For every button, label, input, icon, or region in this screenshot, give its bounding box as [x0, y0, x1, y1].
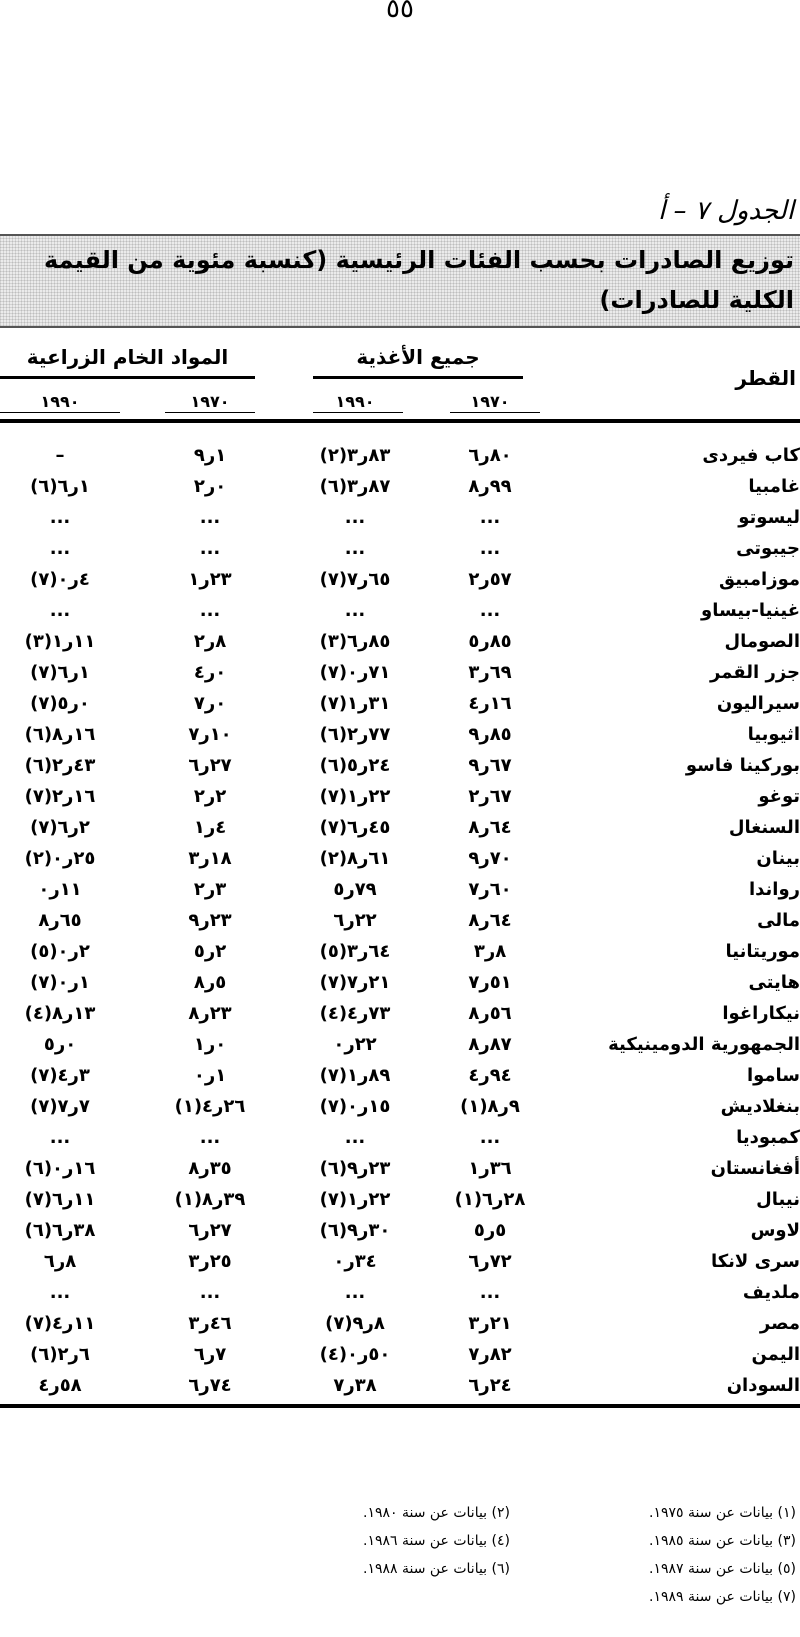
food-1970-cell: ٨٢ر٧	[468, 1344, 512, 1365]
table-row	[0, 626, 800, 657]
raw-1970-cell: ٢٦ر٤(١)	[174, 1096, 246, 1117]
table-row	[0, 1215, 800, 1246]
table-row	[0, 533, 800, 564]
raw-1970-cell: ١٨ر٣	[188, 848, 232, 869]
table-row	[0, 750, 800, 781]
table-row	[0, 657, 800, 688]
raw-1990-cell: ١ر٦(٦)	[30, 476, 90, 497]
food-1970-cell: ٦٩ر٣	[468, 662, 512, 683]
table-row	[0, 564, 800, 595]
table-row	[0, 1246, 800, 1277]
food-1970-cell: ٧٢ر٦	[468, 1251, 512, 1272]
footnotes	[0, 1505, 800, 1637]
food-1970-cell: ٩٩ر٨	[468, 476, 512, 497]
table-title: توزيع الصادرات بحسب الفئات الرئيسية (كنسبة مئوية من القيمة الكلية للصادرات)	[0, 234, 800, 328]
food-1990-cell: ٣٨ر٧	[333, 1375, 377, 1396]
country-cell: كاب فيردى	[702, 445, 800, 466]
food-1990-cell: ٢٢ر١(٧)	[319, 1189, 391, 1210]
food-1990-header: ١٩٩٠	[335, 392, 375, 411]
raw-1990-cell: ١١ر١(٣)	[24, 631, 96, 652]
food-1970-cell: ...	[479, 507, 501, 528]
food-1970-cell: ٦٤ر٨	[468, 817, 512, 838]
food-1990-cell: ...	[344, 507, 366, 528]
food-1970-cell: ٨٥ر٥	[468, 631, 512, 652]
table-row	[0, 471, 800, 502]
food-1970-cell: ٦٤ر٨	[468, 910, 512, 931]
food-1990-cell: ٦٤ر٣(٥)	[319, 941, 391, 962]
country-cell: السودان	[726, 1375, 800, 1396]
food-1970-cell: ٨٥ر٩	[468, 724, 512, 745]
table-row	[0, 719, 800, 750]
country-cell: اثيوبيا	[747, 724, 800, 745]
year-line	[0, 412, 120, 413]
raw-1990-cell: ...	[49, 1282, 71, 1303]
food-1970-cell: ٥٦ر٨	[468, 1003, 512, 1024]
raw-1970-cell: ٣٥ر٨	[188, 1158, 232, 1179]
food-1990-cell: ٦١ر٨(٢)	[319, 848, 391, 869]
country-cell: الصومال	[724, 631, 800, 652]
food-1990-cell: ٣٠ر٩(٦)	[319, 1220, 391, 1241]
country-cell: مصر	[759, 1313, 800, 1334]
footnote: (٣) بيانات عن سنة ١٩٨٥.	[649, 1533, 796, 1549]
raw-1970-header: ١٩٧٠	[190, 392, 230, 411]
raw-1990-cell: ٥٨ر٤	[38, 1375, 82, 1396]
country-cell: هايتى	[748, 972, 800, 993]
food-1970-cell: ٦٧ر٢	[468, 786, 512, 807]
food-1990-cell: ٨٣ر٣(٢)	[319, 445, 391, 466]
food-1970-cell: ٢٨ر٦(١)	[454, 1189, 526, 1210]
food-1970-cell: ٧٠ر٩	[468, 848, 512, 869]
raw-1990-cell: ...	[49, 507, 71, 528]
raw-group-line	[0, 376, 255, 379]
raw-1990-header: ١٩٩٠	[40, 392, 80, 411]
country-header: القطر	[735, 366, 796, 390]
raw-1970-cell: ٢٧ر٦	[188, 755, 232, 776]
food-1990-cell: ٨٧ر٣(٦)	[319, 476, 391, 497]
raw-1970-cell: ...	[199, 1282, 221, 1303]
food-1970-header: ١٩٧٠	[470, 392, 510, 411]
raw-1990-cell: ١٦ر٢(٧)	[24, 786, 96, 807]
country-cell: نيكاراغوا	[722, 1003, 800, 1024]
raw-1970-cell: ٨ر٢	[193, 631, 227, 652]
raw-1970-cell: ٤ر١	[193, 817, 227, 838]
food-1970-cell: ...	[479, 1282, 501, 1303]
food-1990-cell: ٤٥ر٦(٧)	[319, 817, 391, 838]
country-cell: ساموا	[746, 1065, 800, 1086]
food-1990-cell: ٢٢ر٠	[333, 1034, 377, 1055]
footnote: (٢) بيانات عن سنة ١٩٨٠.	[363, 1505, 510, 1521]
country-cell: سرى لانكا	[710, 1251, 800, 1272]
raw-1990-cell: ١١ر٤(٧)	[24, 1313, 96, 1334]
food-1990-cell: ٧١ر٠(٧)	[319, 662, 391, 683]
table-row	[0, 967, 800, 998]
table-row	[0, 812, 800, 843]
country-cell: سيراليون	[716, 693, 800, 714]
table-row	[0, 1153, 800, 1184]
country-cell: توغو	[758, 786, 800, 807]
food-1970-cell: ٩ر٨(١)	[460, 1096, 520, 1117]
raw-1970-cell: ٤٦ر٣	[188, 1313, 232, 1334]
raw-1990-cell: ٦٥ر٨	[38, 910, 82, 931]
raw-1970-cell: ...	[199, 507, 221, 528]
food-1970-cell: ٢١ر٣	[468, 1313, 512, 1334]
raw-1990-cell: ١ر٠(٧)	[30, 972, 90, 993]
footnote: (٥) بيانات عن سنة ١٩٨٧.	[649, 1561, 796, 1577]
table-row	[0, 1184, 800, 1215]
raw-1990-cell: ...	[49, 600, 71, 621]
food-1990-cell: ٥٠ر٠(٤)	[319, 1344, 391, 1365]
country-cell: مالى	[757, 910, 800, 931]
year-line	[313, 412, 403, 413]
raw-1970-cell: ٢٧ر٦	[188, 1220, 232, 1241]
country-cell: موزامبيق	[718, 569, 800, 590]
raw-1990-cell: ١٦ر٠(٦)	[24, 1158, 96, 1179]
table-label: الجدول ٧ – أ	[657, 196, 794, 226]
raw-1970-cell: ...	[199, 538, 221, 559]
table-row	[0, 843, 800, 874]
raw-1970-cell: ٠ر٤	[193, 662, 227, 683]
food-1970-cell: ١٦ر٤	[468, 693, 512, 714]
raw-1990-cell: ٠ر٥(٧)	[30, 693, 90, 714]
food-1970-cell: ٩٤ر٤	[468, 1065, 512, 1086]
food-1990-cell: ٢١ر٧(٧)	[319, 972, 391, 993]
page-number: ٥٥	[386, 0, 414, 24]
country-cell: كمبوديا	[736, 1127, 800, 1148]
food-1990-cell: ٢٤ر٥(٦)	[319, 755, 391, 776]
country-cell: غينيا-بيساو	[701, 600, 800, 621]
raw-1990-cell: ١١ر٦(٧)	[24, 1189, 96, 1210]
raw-1970-cell: ١٠ر٧	[188, 724, 232, 745]
raw-1970-cell: ٣٩ر٨(١)	[174, 1189, 246, 1210]
year-line	[165, 412, 255, 413]
raw-1990-cell: ٢ر٠(٥)	[30, 941, 90, 962]
food-1990-cell: ٢٢ر١(٧)	[319, 786, 391, 807]
food-1990-cell: ١٥ر٠(٧)	[319, 1096, 391, 1117]
food-1990-cell: ٦٥ر٧(٧)	[319, 569, 391, 590]
raw-1970-cell: ٢٣ر٨	[188, 1003, 232, 1024]
country-cell: السنغال	[728, 817, 800, 838]
food-1990-cell: ٧٣ر٤(٤)	[319, 1003, 391, 1024]
food-1970-cell: ٦٧ر٩	[468, 755, 512, 776]
food-1970-cell: ٥١ر٧	[468, 972, 512, 993]
food-1970-cell: ٥٧ر٢	[468, 569, 512, 590]
raw-1970-cell: ١ر٠	[193, 1065, 227, 1086]
raw-group-header: المواد الخام الزراعية	[26, 345, 229, 369]
food-1990-cell: ٢٣ر٩(٦)	[319, 1158, 391, 1179]
food-1990-cell: ...	[344, 600, 366, 621]
raw-1970-cell: ٢ر٢	[193, 786, 227, 807]
country-cell: غامبيا	[748, 476, 800, 497]
country-cell: لاوس	[750, 1220, 800, 1241]
raw-1990-cell: ٢٥ر٠(٢)	[24, 848, 96, 869]
table-row	[0, 1308, 800, 1339]
raw-1970-cell: ٧٤ر٦	[188, 1375, 232, 1396]
table-bottom-rule	[0, 1404, 800, 1408]
footnote: (٦) بيانات عن سنة ١٩٨٨.	[363, 1561, 510, 1577]
food-1990-cell: ٣١ر١(٧)	[319, 693, 391, 714]
food-1990-cell: ٨٩ر١(٧)	[319, 1065, 391, 1086]
country-cell: نيبال	[756, 1189, 800, 1210]
raw-1970-cell: ٢٣ر٩	[188, 910, 232, 931]
food-1970-cell: ٣٦ر١	[468, 1158, 512, 1179]
table-row	[0, 595, 800, 626]
food-1990-cell: ٢٢ر٦	[333, 910, 377, 931]
table-row	[0, 781, 800, 812]
raw-1990-cell: ٦ر٢(٦)	[30, 1344, 90, 1365]
raw-1990-cell: ٤٣ر٢(٦)	[24, 755, 96, 776]
year-line	[450, 412, 540, 413]
raw-1990-cell: ٣٨ر٦(٦)	[24, 1220, 96, 1241]
food-1990-cell: ٧٧ر٢(٦)	[319, 724, 391, 745]
raw-1990-cell: ...	[49, 538, 71, 559]
raw-1990-cell: ١٣ر٨(٤)	[24, 1003, 96, 1024]
raw-1990-cell: –	[55, 445, 65, 466]
food-1970-cell: ٦٠ر٧	[468, 879, 512, 900]
country-cell: أفغانستان	[710, 1158, 800, 1179]
food-1970-cell: ٢٤ر٦	[468, 1375, 512, 1396]
table-row	[0, 1277, 800, 1308]
raw-1970-cell: ٣ر٢	[193, 879, 227, 900]
raw-1970-cell: ٠ر٢	[193, 476, 227, 497]
raw-1990-cell: ١ر٦(٧)	[30, 662, 90, 683]
food-1990-cell: ٣٤ر٠	[333, 1251, 377, 1272]
raw-1970-cell: ١ر٩	[193, 445, 227, 466]
raw-1970-cell: ٥ر٨	[193, 972, 227, 993]
food-group-line	[313, 376, 523, 379]
header-bottom-rule	[0, 419, 800, 423]
table-row	[0, 998, 800, 1029]
food-1990-cell: ٨ر٩(٧)	[325, 1313, 385, 1334]
food-1990-cell: ٨٥ر٦(٣)	[319, 631, 391, 652]
country-cell: بينان	[756, 848, 800, 869]
table-row	[0, 1091, 800, 1122]
food-1970-cell: ٨ر٣	[473, 941, 507, 962]
footnote: (٧) بيانات عن سنة ١٩٨٩.	[649, 1589, 796, 1605]
food-group-header: جميع الأغذية	[356, 345, 480, 369]
raw-1990-cell: ٤ر٠(٧)	[30, 569, 90, 590]
food-1970-cell: ٨٠ر٦	[468, 445, 512, 466]
footnote: (١) بيانات عن سنة ١٩٧٥.	[649, 1505, 796, 1521]
food-1990-cell: ٧٩ر٥	[333, 879, 377, 900]
raw-1970-cell: ...	[199, 1127, 221, 1148]
table-row	[0, 1339, 800, 1370]
raw-1970-cell: ٢٣ر١	[188, 569, 232, 590]
raw-1990-cell: ٧ر٧(٧)	[30, 1096, 90, 1117]
food-1990-cell: ...	[344, 538, 366, 559]
country-cell: موريتانيا	[725, 941, 800, 962]
raw-1990-cell: ٨ر٦	[43, 1251, 77, 1272]
raw-1970-cell: ٠ر١	[193, 1034, 227, 1055]
table-row	[0, 688, 800, 719]
raw-1970-cell: ٧ر٦	[193, 1344, 227, 1365]
table-row	[0, 936, 800, 967]
raw-1970-cell: ٢٥ر٣	[188, 1251, 232, 1272]
food-1990-cell: ...	[344, 1282, 366, 1303]
raw-1990-cell: ٣ر٤(٧)	[30, 1065, 90, 1086]
table-row	[0, 1370, 800, 1401]
food-1970-cell: ...	[479, 538, 501, 559]
country-cell: جزر القمر	[710, 662, 800, 683]
food-1970-cell: ...	[479, 1127, 501, 1148]
country-cell: رواندا	[748, 879, 800, 900]
table-row	[0, 1060, 800, 1091]
raw-1990-cell: ...	[49, 1127, 71, 1148]
raw-1990-cell: ١٦ر٨(٦)	[24, 724, 96, 745]
table-row	[0, 905, 800, 936]
country-cell: جيبوتى	[736, 538, 800, 559]
country-cell: الجمهورية الدومينيكية	[608, 1034, 800, 1055]
raw-1970-cell: ...	[199, 600, 221, 621]
table-row	[0, 874, 800, 905]
country-cell: بنغلاديش	[720, 1096, 800, 1117]
country-cell: بوركينا فاسو	[685, 755, 800, 776]
raw-1970-cell: ٠ر٧	[193, 693, 227, 714]
country-cell: اليمن	[751, 1344, 800, 1365]
food-1970-cell: ...	[479, 600, 501, 621]
table-row	[0, 1029, 800, 1060]
raw-1970-cell: ٢ر٥	[193, 941, 227, 962]
country-cell: ملديف	[742, 1282, 800, 1303]
raw-1990-cell: ٢ر٦(٧)	[30, 817, 90, 838]
footnote: (٤) بيانات عن سنة ١٩٨٦.	[363, 1533, 510, 1549]
country-cell: ليسوتو	[738, 507, 800, 528]
table-row	[0, 502, 800, 533]
raw-1990-cell: ٠ر٥	[43, 1034, 77, 1055]
raw-1990-cell: ١١ر٠	[38, 879, 82, 900]
food-1970-cell: ٨٧ر٨	[468, 1034, 512, 1055]
food-1990-cell: ...	[344, 1127, 366, 1148]
table-row	[0, 440, 800, 471]
food-1970-cell: ٥ر٥	[473, 1220, 507, 1241]
table-row	[0, 1122, 800, 1153]
